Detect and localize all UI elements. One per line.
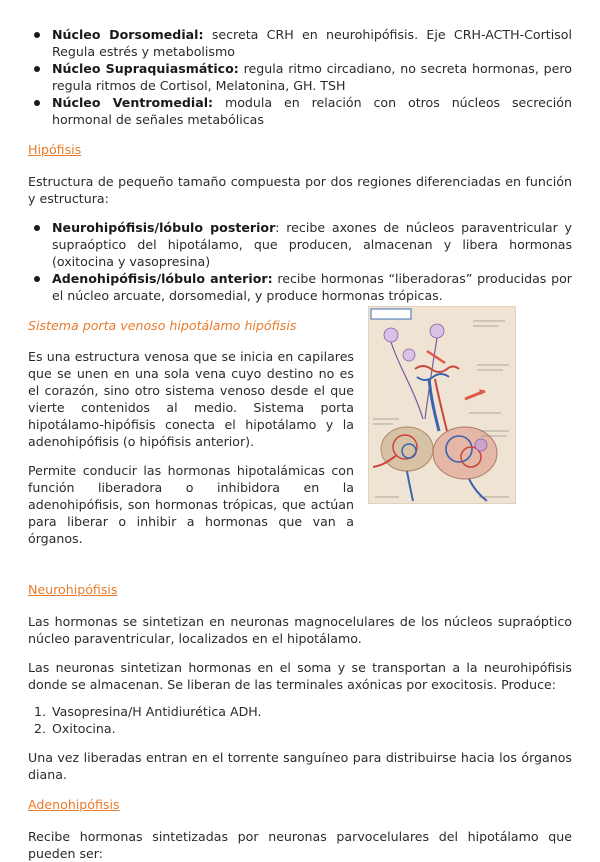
- desc-adenohipofisis: recibe hormonas “liberadoras” producidas por el núcleo arcuate, dorsomedial, y produce hormonas trópicas.: [52, 271, 572, 303]
- list-item: [28, 703, 572, 720]
- neuro-paragraph-3: Una vez liberadas entran en el torrente sanguíneo para distribuirse hacia los órganos diana.: [28, 750, 572, 782]
- portal-system-illustration: [368, 306, 516, 504]
- term-dorsomedial: Núcleo Dorsomedial:: [52, 27, 204, 42]
- portal-paragraph-1: Es una estructura venosa que se inicia en capilares que se unen en una sola vena cuyo destino no es el corazón, sino otro sistema venoso desde el que vierte contenidos al medio. Sistema porta hipotálamo-hipófisis conecta el hipotálamo y la adenohipófisis (o hipófisis anterior).: [28, 349, 354, 449]
- desc-supraquiasmatico: regula ritmo circadiano, no secreta hormonas, pero regula ritmos de Cortisol, Melatonina, GH. TSH: [52, 61, 572, 93]
- list-item: [28, 720, 572, 737]
- hipofisis-list: [28, 219, 572, 304]
- heading-adenohipofisis[interactable]: Adenohipófisis: [28, 797, 120, 812]
- adeno-paragraph-1: Recibe hormonas sintetizadas por neuronas parvocelulares del hipotálamo que pueden ser:: [28, 829, 572, 861]
- list-text: Oxitocina.: [52, 721, 116, 736]
- portal-paragraph-2: Permite conducir las hormonas hipotalámicas con función liberadora o inhibidora en la adenohipófisis, son hormonas trópicas, que actúan para liberar o inhibir a hormonas que van a órganos.: [28, 463, 354, 546]
- term-ventromedial: Núcleo Ventromedial:: [52, 95, 214, 110]
- list-number: 1.: [34, 704, 47, 719]
- neuro-paragraph-2: Las neuronas sintetizan hormonas en el soma y se transportan a la neurohipófisis donde se almacenan. Se liberan de las terminales axónicas por exocitosis. Produce:: [28, 660, 572, 692]
- desc-dorsomedial: secreta CRH en neurohipófisis. Eje CRH-ACTH-Cortisol Regula estrés y metabolismo: [52, 27, 572, 59]
- list-item: [28, 60, 572, 94]
- list-item: [28, 26, 572, 60]
- list-item: [28, 219, 572, 270]
- list-number: 2.: [34, 721, 47, 736]
- term-neurohipofisis: Neurohipófisis/lóbulo posterior: [52, 220, 276, 235]
- list-item: [28, 94, 572, 128]
- heading-sistema-porta: Sistema porta venoso hipotálamo hipófisis: [28, 318, 297, 333]
- list-item: [28, 270, 572, 304]
- hormone-list: [28, 703, 572, 737]
- term-supraquiasmatico: Núcleo Supraquiasmático:: [52, 61, 239, 76]
- neuro-paragraph-1: Las hormonas se sintetizan en neuronas magnocelulares de los núcleos supraóptico núcleo paraventricular, localizados en el hipotálamo.: [28, 614, 572, 646]
- list-text: Vasopresina/H Antidiurética ADH.: [52, 704, 262, 719]
- term-adenohipofisis: Adenohipófisis/lóbulo anterior:: [52, 271, 273, 286]
- desc-neurohipofisis: : recibe axones de núcleos paraventricular y supraóptico del hipotálamo, que producen, almacenan y libera hormonas (oxitocina y vasopresina): [52, 220, 572, 269]
- heading-neurohipofisis[interactable]: Neurohipófisis: [28, 582, 118, 597]
- desc-ventromedial: modula en relación con otros núcleos secreción hormonal de señales metabólicas: [52, 95, 572, 127]
- portal-system-diagram: [369, 307, 515, 503]
- nuclei-list: [28, 26, 572, 128]
- hipofisis-intro: Estructura de pequeño tamaño compuesta por dos regiones diferenciadas en función y estructura:: [28, 174, 572, 206]
- heading-hipofisis[interactable]: Hipófisis: [28, 142, 82, 157]
